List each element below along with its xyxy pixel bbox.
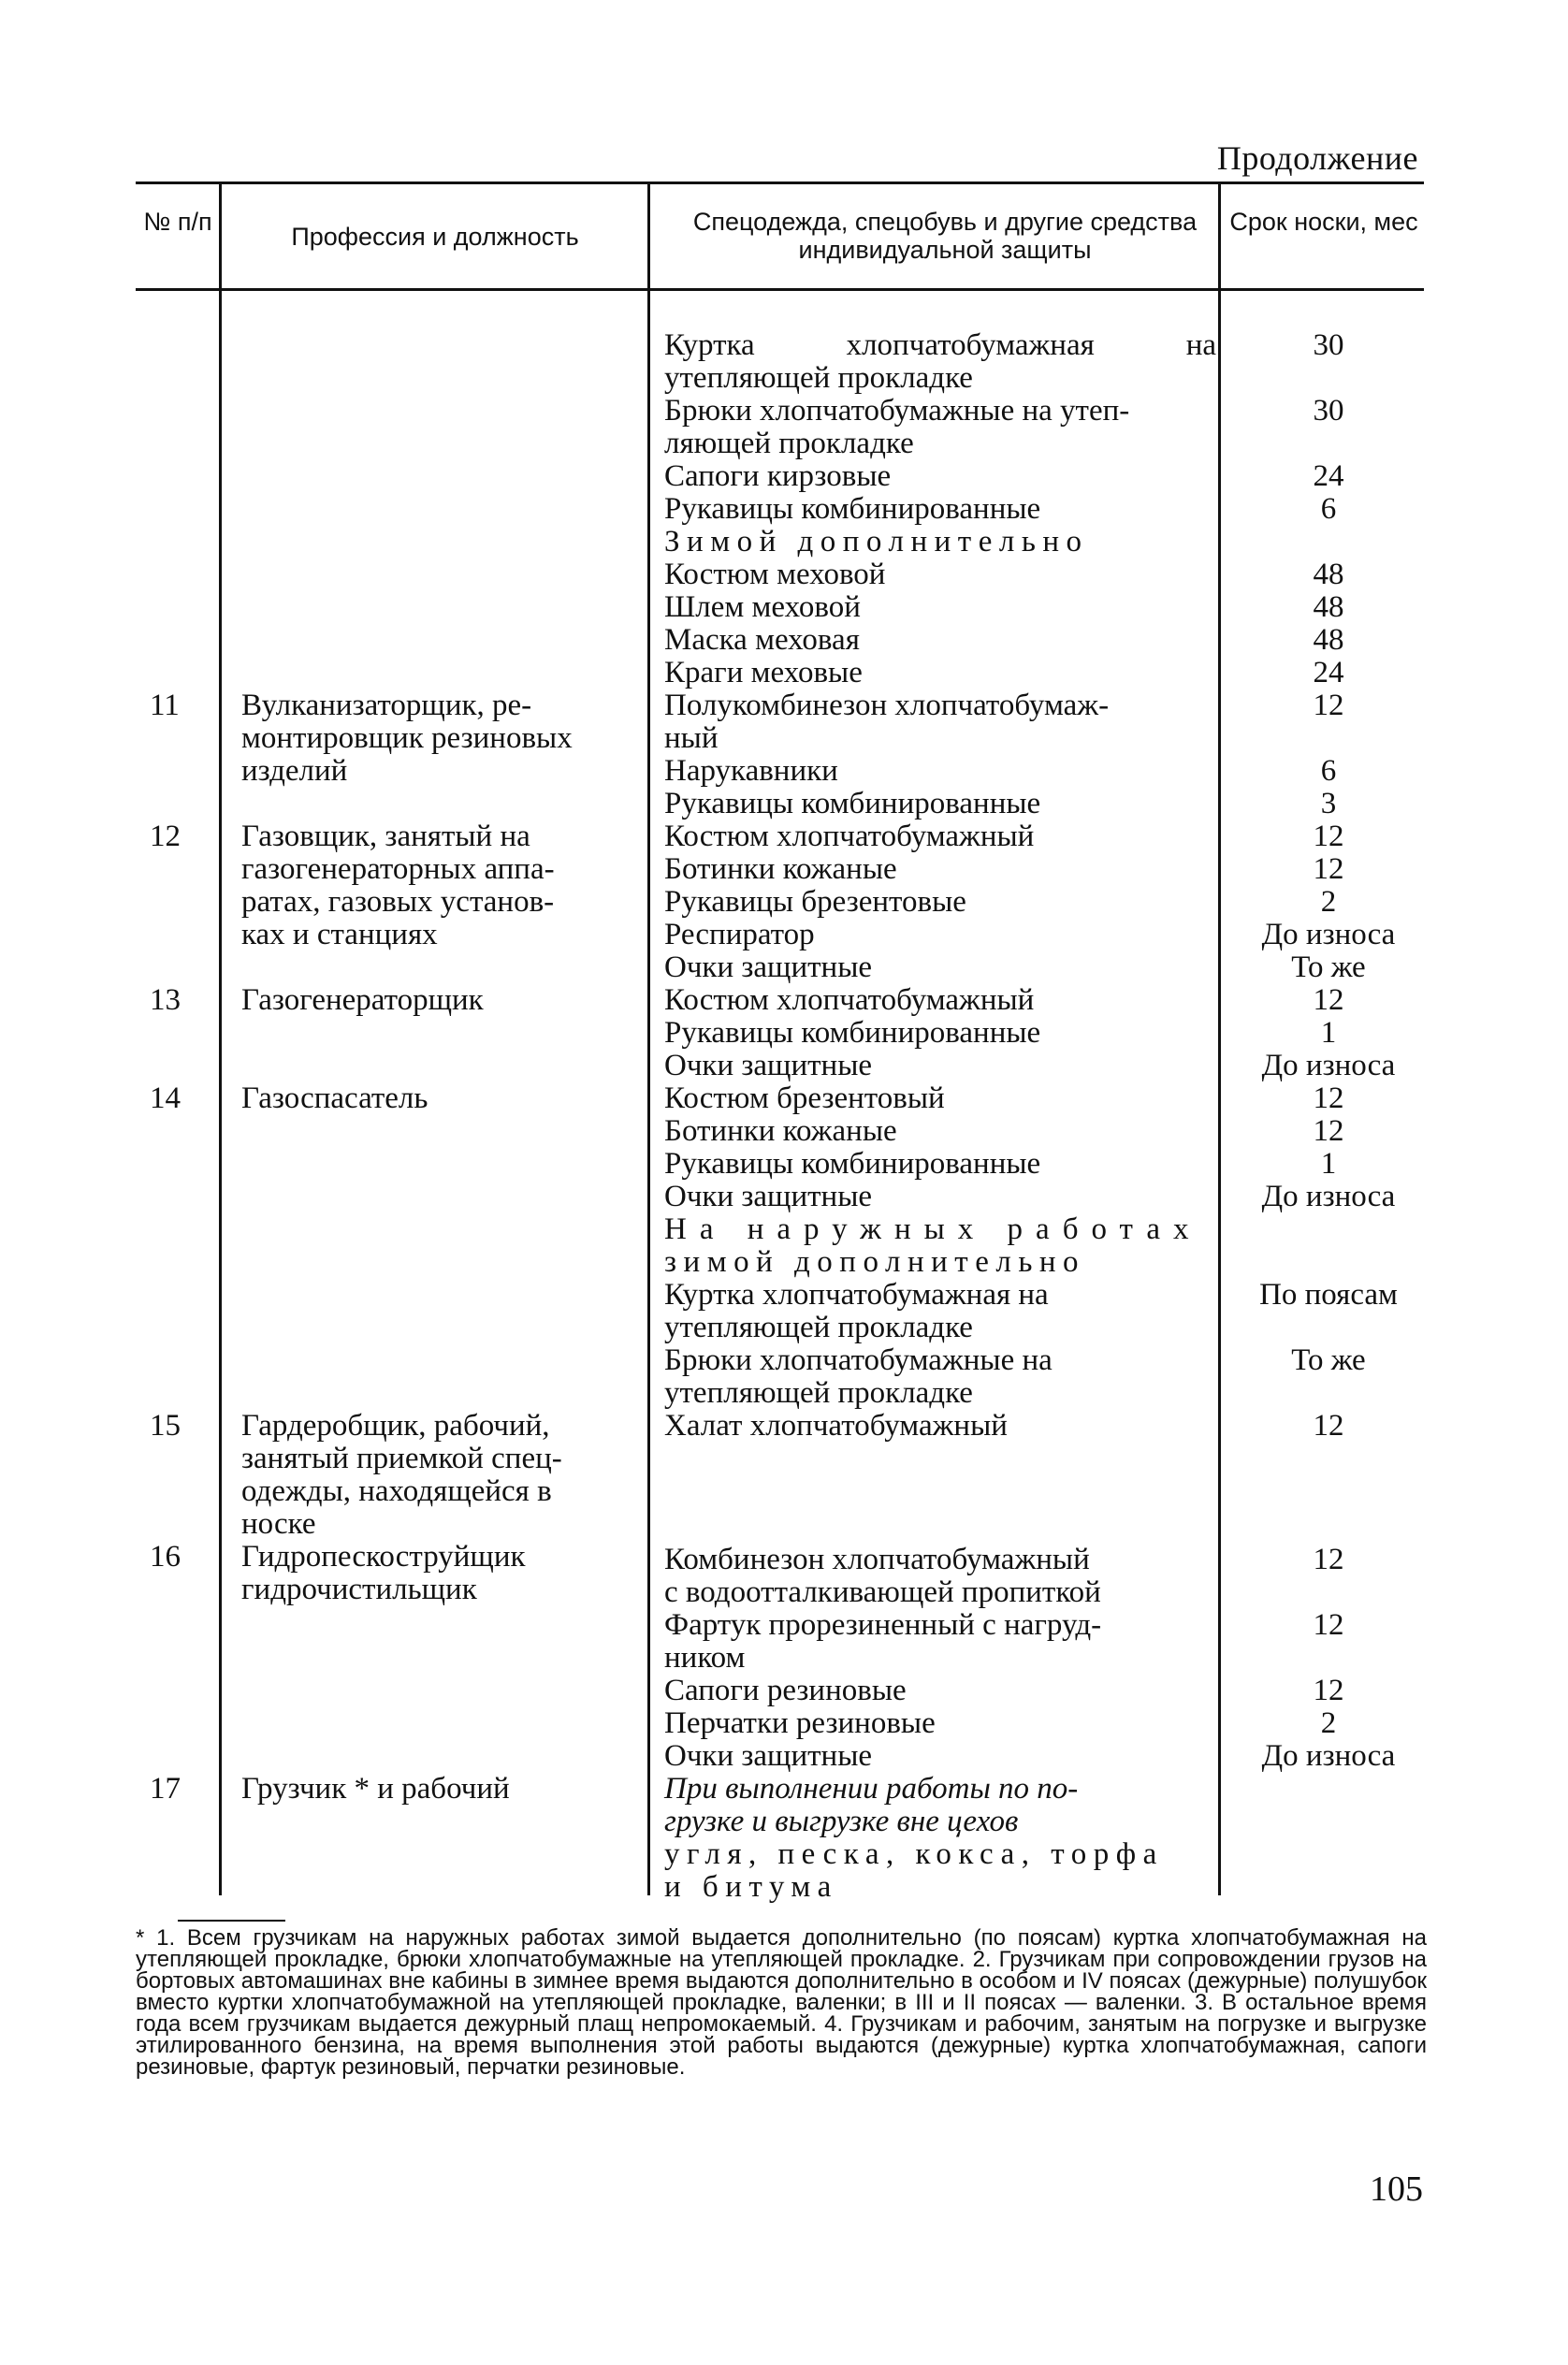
term-value: 12 xyxy=(1313,983,1344,1017)
profession-line: гидрочистильщик xyxy=(241,1573,477,1606)
item-line: Шлем меховой xyxy=(664,590,861,624)
item-line: утепляющей прокладке xyxy=(664,1311,973,1344)
term-value: 30 xyxy=(1313,328,1344,362)
profession-line: Гидропескоструйщик xyxy=(241,1540,526,1574)
profession-line: занятый приемкой спец- xyxy=(241,1442,562,1475)
header-items: Спецодежда, спецобувь и другие средства индивидуальной защиты xyxy=(692,208,1198,264)
row-number: 12 xyxy=(150,820,181,853)
term-value: 6 xyxy=(1320,492,1337,526)
table-top-rule xyxy=(136,181,1424,184)
row-number: 14 xyxy=(150,1081,181,1115)
section-subheading: зимой дополнительно xyxy=(664,1245,1086,1279)
item-line: ником xyxy=(664,1641,746,1675)
row-number: 16 xyxy=(150,1540,181,1574)
page-number: 105 xyxy=(1370,2169,1423,2209)
profession-line: Вулканизаторщик, ре- xyxy=(241,689,532,722)
term-value: 12 xyxy=(1313,1543,1344,1576)
item-line: утепляющей прокладке xyxy=(664,361,973,395)
section-subheading: угля, песка, кокса, торфа xyxy=(664,1837,1164,1871)
column-divider-1 xyxy=(219,181,222,1895)
footnote-rule xyxy=(178,1920,285,1922)
item-line: Краги меховые xyxy=(664,656,863,689)
item-line: ляющей прокладке xyxy=(664,427,914,460)
item-line: Костюм хлопчатобумажный xyxy=(664,983,1035,1017)
term-value: 12 xyxy=(1313,1409,1344,1443)
item-line: Очки защитные xyxy=(664,1049,873,1082)
item-line: Халат хлопчатобумажный xyxy=(664,1409,1008,1443)
item-line: утепляющей прокладке xyxy=(664,1376,973,1410)
item-line: Костюм хлопчатобумажный xyxy=(664,820,1035,853)
term-value: 1 xyxy=(1320,1016,1337,1050)
item-line: Брюки хлопчатобумажные на утеп- xyxy=(664,394,1130,428)
header-num: № п/п xyxy=(143,208,212,236)
term-value: 12 xyxy=(1313,1114,1344,1148)
profession-line: Газоспасатель xyxy=(241,1081,428,1115)
term-value: 48 xyxy=(1313,590,1344,624)
item-line: Сапоги резиновые xyxy=(664,1674,907,1707)
item-line: Рукавицы комбинированные xyxy=(664,492,1041,526)
term-value: По поясам xyxy=(1259,1278,1398,1312)
item-line xyxy=(664,329,1216,362)
item-line: с водоотталкивающей пропиткой xyxy=(664,1575,1101,1609)
column-divider-2 xyxy=(647,181,650,1895)
italic-note-line: При выполнении работы по по- xyxy=(664,1772,1079,1806)
item-line: Очки защитные xyxy=(664,1739,873,1773)
item-line: Ботинки кожаные xyxy=(664,852,897,886)
term-value: 30 xyxy=(1313,394,1344,428)
item-line: Маска меховая xyxy=(664,623,860,657)
item-line: Перчатки резиновые xyxy=(664,1706,936,1740)
item-line: Очки защитные xyxy=(664,1180,873,1213)
item-line: Комбинезон хлопчатобумажный xyxy=(664,1543,1090,1576)
word: на xyxy=(1185,328,1216,362)
profession-line: одежды, находящейся в xyxy=(241,1474,552,1508)
term-value: До износа xyxy=(1261,1739,1396,1773)
italic-note-line: грузке и выгрузке вне цехов xyxy=(664,1805,1019,1838)
term-value: 48 xyxy=(1313,623,1344,657)
row-number: 17 xyxy=(150,1772,181,1806)
item-line: ный xyxy=(664,721,719,755)
item-line: Сапоги кирзовые xyxy=(664,459,892,493)
word: Куртка xyxy=(664,328,755,362)
header-profession: Профессия и должность xyxy=(291,223,579,251)
section-subheading: На наружных работах xyxy=(664,1212,1202,1246)
term-value: То же xyxy=(1291,950,1366,984)
item-line: Брюки хлопчатобумажные на xyxy=(664,1343,1053,1377)
profession-line: Грузчик * и рабочий xyxy=(241,1772,510,1806)
term-value: 12 xyxy=(1313,1081,1344,1115)
item-line: Полукомбинезон хлопчатобумаж- xyxy=(664,689,1110,722)
term-value: 2 xyxy=(1320,885,1337,919)
item-line: Ботинки кожаные xyxy=(664,1114,897,1148)
item-line: Очки защитные xyxy=(664,950,873,984)
term-value: 12 xyxy=(1313,689,1344,722)
term-value: 1 xyxy=(1320,1147,1337,1181)
profession-line: ках и станциях xyxy=(241,918,438,951)
term-value: 12 xyxy=(1313,852,1344,886)
profession-line: Газовщик, занятый на xyxy=(241,820,530,853)
term-value: 24 xyxy=(1313,459,1344,493)
term-value: 12 xyxy=(1313,1674,1344,1707)
profession-line: Газогенераторщик xyxy=(241,983,484,1017)
item-line: Нарукавники xyxy=(664,754,838,788)
term-value: 12 xyxy=(1313,1608,1344,1642)
word: хлопчатобумажная xyxy=(846,328,1095,362)
row-number: 15 xyxy=(150,1409,181,1443)
column-divider-3 xyxy=(1218,181,1221,1895)
item-line: Фартук прорезиненный с нагруд- xyxy=(664,1608,1102,1642)
term-value: До износа xyxy=(1261,1180,1396,1213)
term-value: 6 xyxy=(1320,754,1337,788)
term-value: То же xyxy=(1291,1343,1366,1377)
header-term: Срок носки, мес xyxy=(1229,208,1418,236)
row-number: 13 xyxy=(150,983,181,1017)
profession-line: Гардеробщик, рабочий, xyxy=(241,1409,550,1443)
profession-line: изделий xyxy=(241,754,348,788)
term-value: 24 xyxy=(1313,656,1344,689)
term-value: 2 xyxy=(1320,1706,1337,1740)
profession-line: монтировщик резиновых xyxy=(241,721,573,755)
item-line: Респиратор xyxy=(664,918,815,951)
term-value: 3 xyxy=(1320,787,1337,820)
term-value: 12 xyxy=(1313,820,1344,853)
item-line: Рукавицы брезентовые xyxy=(664,885,966,919)
section-subheading: и битума xyxy=(664,1870,838,1904)
item-line: Костюм меховой xyxy=(664,558,886,591)
item-line: Рукавицы комбинированные xyxy=(664,1016,1041,1050)
term-value: 48 xyxy=(1313,558,1344,591)
term-value: До износа xyxy=(1261,918,1396,951)
continuation-label: Продолжение xyxy=(1216,139,1418,177)
footnote-text: * 1. Всем грузчикам на наружных работах зимой выдается дополнительно (по поясам) куртка хлопчатобумажная на утепляющей прокладке, брюки хлопчатобумажные на утепляющей прокладке. 2. Грузчикам при сопровождении грузов на бортовых автомашинах вне кабины в зимнее время выдаются дополнительно в особом и IV поясах (дежурные) полушубок вместо куртки хлопчатобумажной на утепляющей прокладке, валенки; в III и II поясах — валенки. 3. В остальное время года всем грузчикам выдается дежурный плащ непромокаемый. 4. Грузчикам и рабочим, занятым на погрузке и выгрузке этилированного бензина, на время выполнения этой работы выдаются (дежурные) куртка хлопчатобумажная, сапоги резиновые, фартук резиновый, перчатки резиновые. xyxy=(136,1925,1427,2080)
profession-line: ратах, газовых установ- xyxy=(241,885,555,919)
item-line: Костюм брезентовый xyxy=(664,1081,945,1115)
item-line: Рукавицы комбинированные xyxy=(664,1147,1041,1181)
profession-line: носке xyxy=(241,1507,316,1541)
item-line: Рукавицы комбинированные xyxy=(664,787,1041,820)
term-value: До износа xyxy=(1261,1049,1396,1082)
header-bottom-rule xyxy=(136,288,1424,291)
section-subheading: Зимой дополнительно xyxy=(664,525,1089,559)
row-number: 11 xyxy=(150,689,180,722)
item-line: Куртка хлопчатобумажная на xyxy=(664,1278,1049,1312)
profession-line: газогенераторных аппа- xyxy=(241,852,555,886)
